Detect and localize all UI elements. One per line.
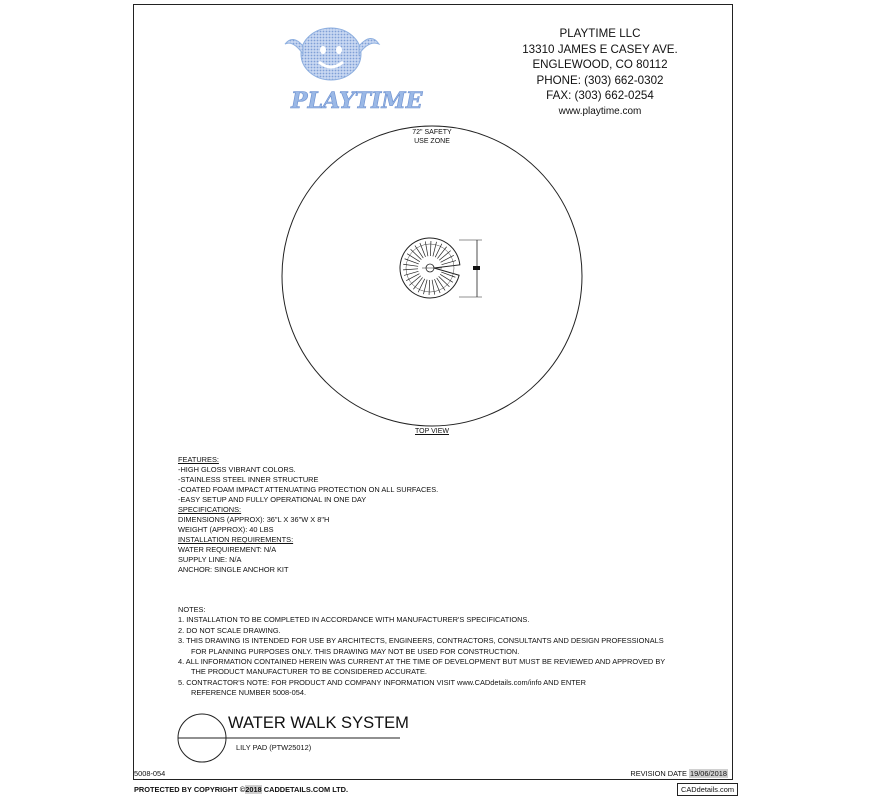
logo-wordmark: PLAYTIME — [291, 88, 423, 114]
feature-item: -EASY SETUP AND FULLY OPERATIONAL IN ONE DAY — [178, 495, 367, 504]
install-item: ANCHOR: SINGLE ANCHOR KIT — [178, 565, 289, 574]
company-fax: FAX: (303) 662-0254 — [546, 89, 654, 103]
revision-date: 19/06/2018 — [690, 769, 727, 778]
spec-item: WEIGHT (APPROX): 40 LBS — [178, 525, 274, 534]
install-item: WATER REQUIREMENT: N/A — [178, 545, 277, 554]
company-address-line1: 13310 JAMES E CASEY AVE. — [522, 42, 678, 56]
product-title: WATER WALK SYSTEM — [228, 714, 409, 732]
reference-number: 5008-054 — [134, 769, 166, 778]
copyright-suffix: CADDETAILS.COM LTD. — [261, 785, 349, 794]
revision-info — [630, 769, 728, 778]
note-line: 1. INSTALLATION TO BE COMPLETED IN ACCORDANCE WITH MANUFACTURER'S SPECIFICATIONS. — [178, 615, 530, 625]
safety-zone-label-line1: 72" SAFETY — [412, 129, 452, 136]
feature-item: -HIGH GLOSS VIBRANT COLORS. — [178, 465, 296, 474]
company-name: PLAYTIME LLC — [559, 27, 641, 40]
note-line: 4. ALL INFORMATION CONTAINED HEREIN WAS CURRENT AT THE TIME OF DEVELOPMENT BUT MUST BE REVIEWED AND APPROVED BY — [178, 657, 666, 667]
note-line: 3. THIS DRAWING IS INTENDED FOR USE BY ARCHITECTS, ENGINEERS, CONTRACTORS, CONSULTANTS AND DESIGN PROFESSIONALS — [178, 636, 664, 646]
features-heading: FEATURES: — [178, 455, 219, 464]
specifications-heading: SPECIFICATIONS: — [178, 505, 242, 514]
product-subtitle: LILY PAD (PTW25012) — [236, 743, 312, 752]
install-item: SUPPLY LINE: N/A — [178, 555, 242, 564]
notes-heading: NOTES: — [178, 605, 206, 614]
copyright-year: 2018 — [245, 785, 262, 794]
top-view-label: TOP VIEW — [415, 428, 449, 435]
note-line: 2. DO NOT SCALE DRAWING. — [178, 625, 281, 635]
feature-item: -STAINLESS STEEL INNER STRUCTURE — [178, 475, 319, 484]
feature-item: -COATED FOAM IMPACT ATTENUATING PROTECTION ON ALL SURFACES. — [178, 485, 439, 494]
installation-heading: INSTALLATION REQUIREMENTS: — [178, 535, 294, 544]
note-line: FOR PLANNING PURPOSES ONLY. THIS DRAWING MAY NOT BE USED FOR CONSTRUCTION. — [191, 646, 520, 656]
company-website: www.playtime.com — [558, 105, 642, 117]
copyright-notice — [134, 785, 348, 794]
company-phone: PHONE: (303) 662-0302 — [536, 73, 664, 87]
safety-zone-label-line2: USE ZONE — [414, 138, 450, 145]
note-line: THE PRODUCT MANUFACTURER TO BE CONSIDERED ACCURATE. — [191, 667, 427, 677]
spec-item: DIMENSIONS (APPROX): 36"L X 36"W X 8"H — [178, 515, 330, 524]
note-line: REFERENCE NUMBER 5008-054. — [191, 688, 307, 698]
caddetails-link[interactable]: CADdetails.com — [677, 783, 738, 796]
copyright-prefix: PROTECTED BY COPYRIGHT © — [134, 785, 246, 794]
company-address-line2: ENGLEWOOD, CO 80112 — [532, 58, 668, 72]
note-line: 5. CONTRACTOR'S NOTE: FOR PRODUCT AND COMPANY INFORMATION VISIT www.CADdetails.com/info AND ENTER — [178, 677, 586, 687]
revision-label: REVISION DATE — [630, 769, 687, 778]
